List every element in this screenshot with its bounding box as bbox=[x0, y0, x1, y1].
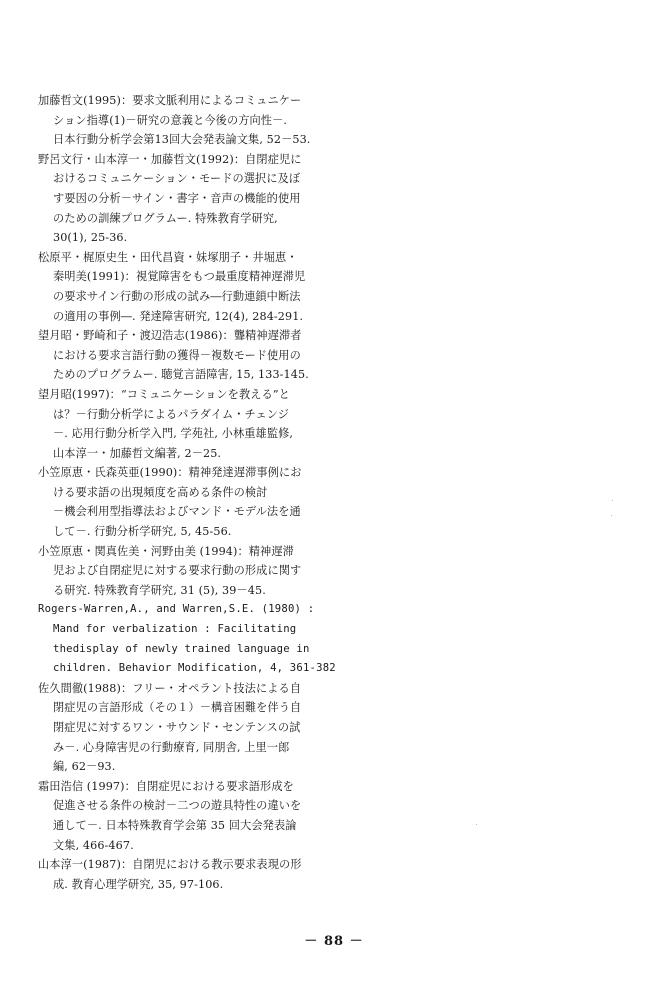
reference-continuation-line: の適用の事例―. 発達障害研究, 12(4), 284-291. bbox=[53, 309, 304, 323]
scan-speck bbox=[612, 500, 613, 501]
reference-first-line: 山本淳一(1987)：自閉児における教示要求表現の形 bbox=[38, 858, 302, 872]
reference-entry bbox=[38, 679, 338, 777]
reference-first-line: Rogers-Warren,A., and Warren,S.E. (1980) : bbox=[38, 603, 315, 616]
reference-continuation-line: は？－行動分析学によるパラダイム・チェンジ bbox=[53, 407, 290, 421]
reference-first-line: 松原平・梶原史生・田代昌資・妹塚朋子・井堀恵・ bbox=[38, 250, 298, 264]
reference-continuation-line: る研究. 特殊教育学研究, 31 (5), 39－45. bbox=[53, 583, 266, 597]
reference-entry bbox=[38, 600, 338, 678]
reference-continuation-line: 児および自閉症児に対する要求行動の形成に関す bbox=[53, 564, 302, 578]
reference-entry bbox=[38, 248, 338, 326]
reference-continuation-line: して－. 行動分析学研究, 5, 45-56. bbox=[53, 525, 232, 539]
reference-continuation-line: 文集, 466-467. bbox=[53, 838, 134, 852]
reference-entry bbox=[38, 542, 338, 601]
reference-first-line: 霜田浩信 (1997)：自閉症児における要求語形成を bbox=[38, 779, 294, 793]
scan-speck bbox=[611, 515, 612, 516]
reference-continuation-line: 秦明美(1991)：視覚障害をもつ最重度精神遅滞児 bbox=[53, 270, 306, 284]
page-number: － 88 － bbox=[304, 934, 364, 949]
reference-continuation-line: 日本行動分析学会第13回大会発表論文集, 52－53. bbox=[53, 133, 311, 147]
reference-continuation-line: 閉症児に対するワン・サウンド・センテンスの試 bbox=[53, 721, 301, 734]
reference-continuation-line: ション指導(1)－研究の意義と今後の方向性－. bbox=[53, 113, 288, 127]
reference-first-line: 小笠原恵・関真佐美・河野由美 (1994)：精神遅滞 bbox=[38, 544, 294, 558]
reference-continuation-line: Mand for verbalization : Facilitating bbox=[53, 623, 297, 636]
reference-continuation-line: 通して－. 日本特殊教育学会第 35 回大会発表論 bbox=[53, 818, 297, 832]
reference-continuation-line: －機会利用型指導法およびマンド・モデル法を通 bbox=[53, 505, 301, 519]
reference-continuation-line: のための訓練プログラムー. 特殊教育学研究, bbox=[53, 211, 278, 225]
reference-first-line: 小笠原恵・氏森英亜(1990)：精神発達遅滞事例にお bbox=[38, 466, 302, 480]
reference-entry bbox=[38, 326, 338, 385]
reference-entry bbox=[38, 855, 338, 894]
reference-continuation-line: －. 応用行動分析学入門, 学苑社, 小林重雄監修, bbox=[53, 427, 294, 441]
reference-first-line: 望月昭・野崎和子・渡辺浩志(1986)：聾精神遅滞者 bbox=[38, 329, 302, 343]
reference-entry bbox=[38, 463, 338, 541]
reference-continuation-line: ためのプログラムー. 聴覚言語障害, 15, 133-145. bbox=[53, 368, 309, 382]
reference-entry bbox=[38, 777, 338, 855]
reference-first-line: 加藤哲文(1995)：要求文脈利用によるコミュニケー bbox=[38, 94, 302, 107]
reference-continuation-line: 30(1), 25-36. bbox=[53, 231, 128, 245]
reference-continuation-line: children. Behavior Modification, 4, 361-382 bbox=[53, 662, 336, 675]
reference-continuation-line: 編, 62－93. bbox=[53, 760, 116, 774]
reference-continuation-line: 閉症児の言語形成（その１）－構音困難を伴う自 bbox=[53, 701, 302, 715]
reference-continuation-line: における要求言語行動の獲得－複数モード使用の bbox=[53, 348, 301, 362]
reference-continuation-line: す要因の分析－サイン・書字・音声の機能的使用 bbox=[53, 191, 301, 205]
reference-entry bbox=[38, 91, 338, 150]
reference-continuation-line: ける要求語の出現頻度を高める条件の検討 bbox=[53, 485, 268, 499]
reference-list bbox=[38, 91, 338, 894]
reference-first-line: 佐久間徹(1988)：フリー・オペラント技法による自 bbox=[38, 681, 302, 695]
reference-entry bbox=[38, 150, 338, 248]
reference-continuation-line: み－. 心身障害児の行動療育, 同朋舎, 上里一郎 bbox=[53, 740, 290, 754]
reference-continuation-line: 山本淳一・加藤哲文編著, 2－25. bbox=[53, 446, 222, 460]
reference-continuation-line: の要求サイン行動の形成の試み―行動連鎖中断法 bbox=[53, 289, 301, 303]
reference-first-line: 望月昭(1997)：“コミュニケーションを教える”と bbox=[38, 387, 290, 401]
reference-first-line: 野呂文行・山本淳一・加藤哲文(1992)：自閉症児に bbox=[38, 152, 302, 166]
reference-entry bbox=[38, 385, 338, 463]
reference-continuation-line: 促進させる条件の検討－二つの遊具特性の違いを bbox=[53, 799, 302, 813]
reference-continuation-line: thedisplay of newly trained language in bbox=[53, 642, 310, 655]
reference-continuation-line: 成. 教育心理学研究, 35, 97-106. bbox=[53, 877, 224, 891]
scan-speck bbox=[476, 824, 477, 825]
reference-continuation-line: おけるコミュニケーション・モードの選択に及ぼ bbox=[53, 172, 301, 186]
